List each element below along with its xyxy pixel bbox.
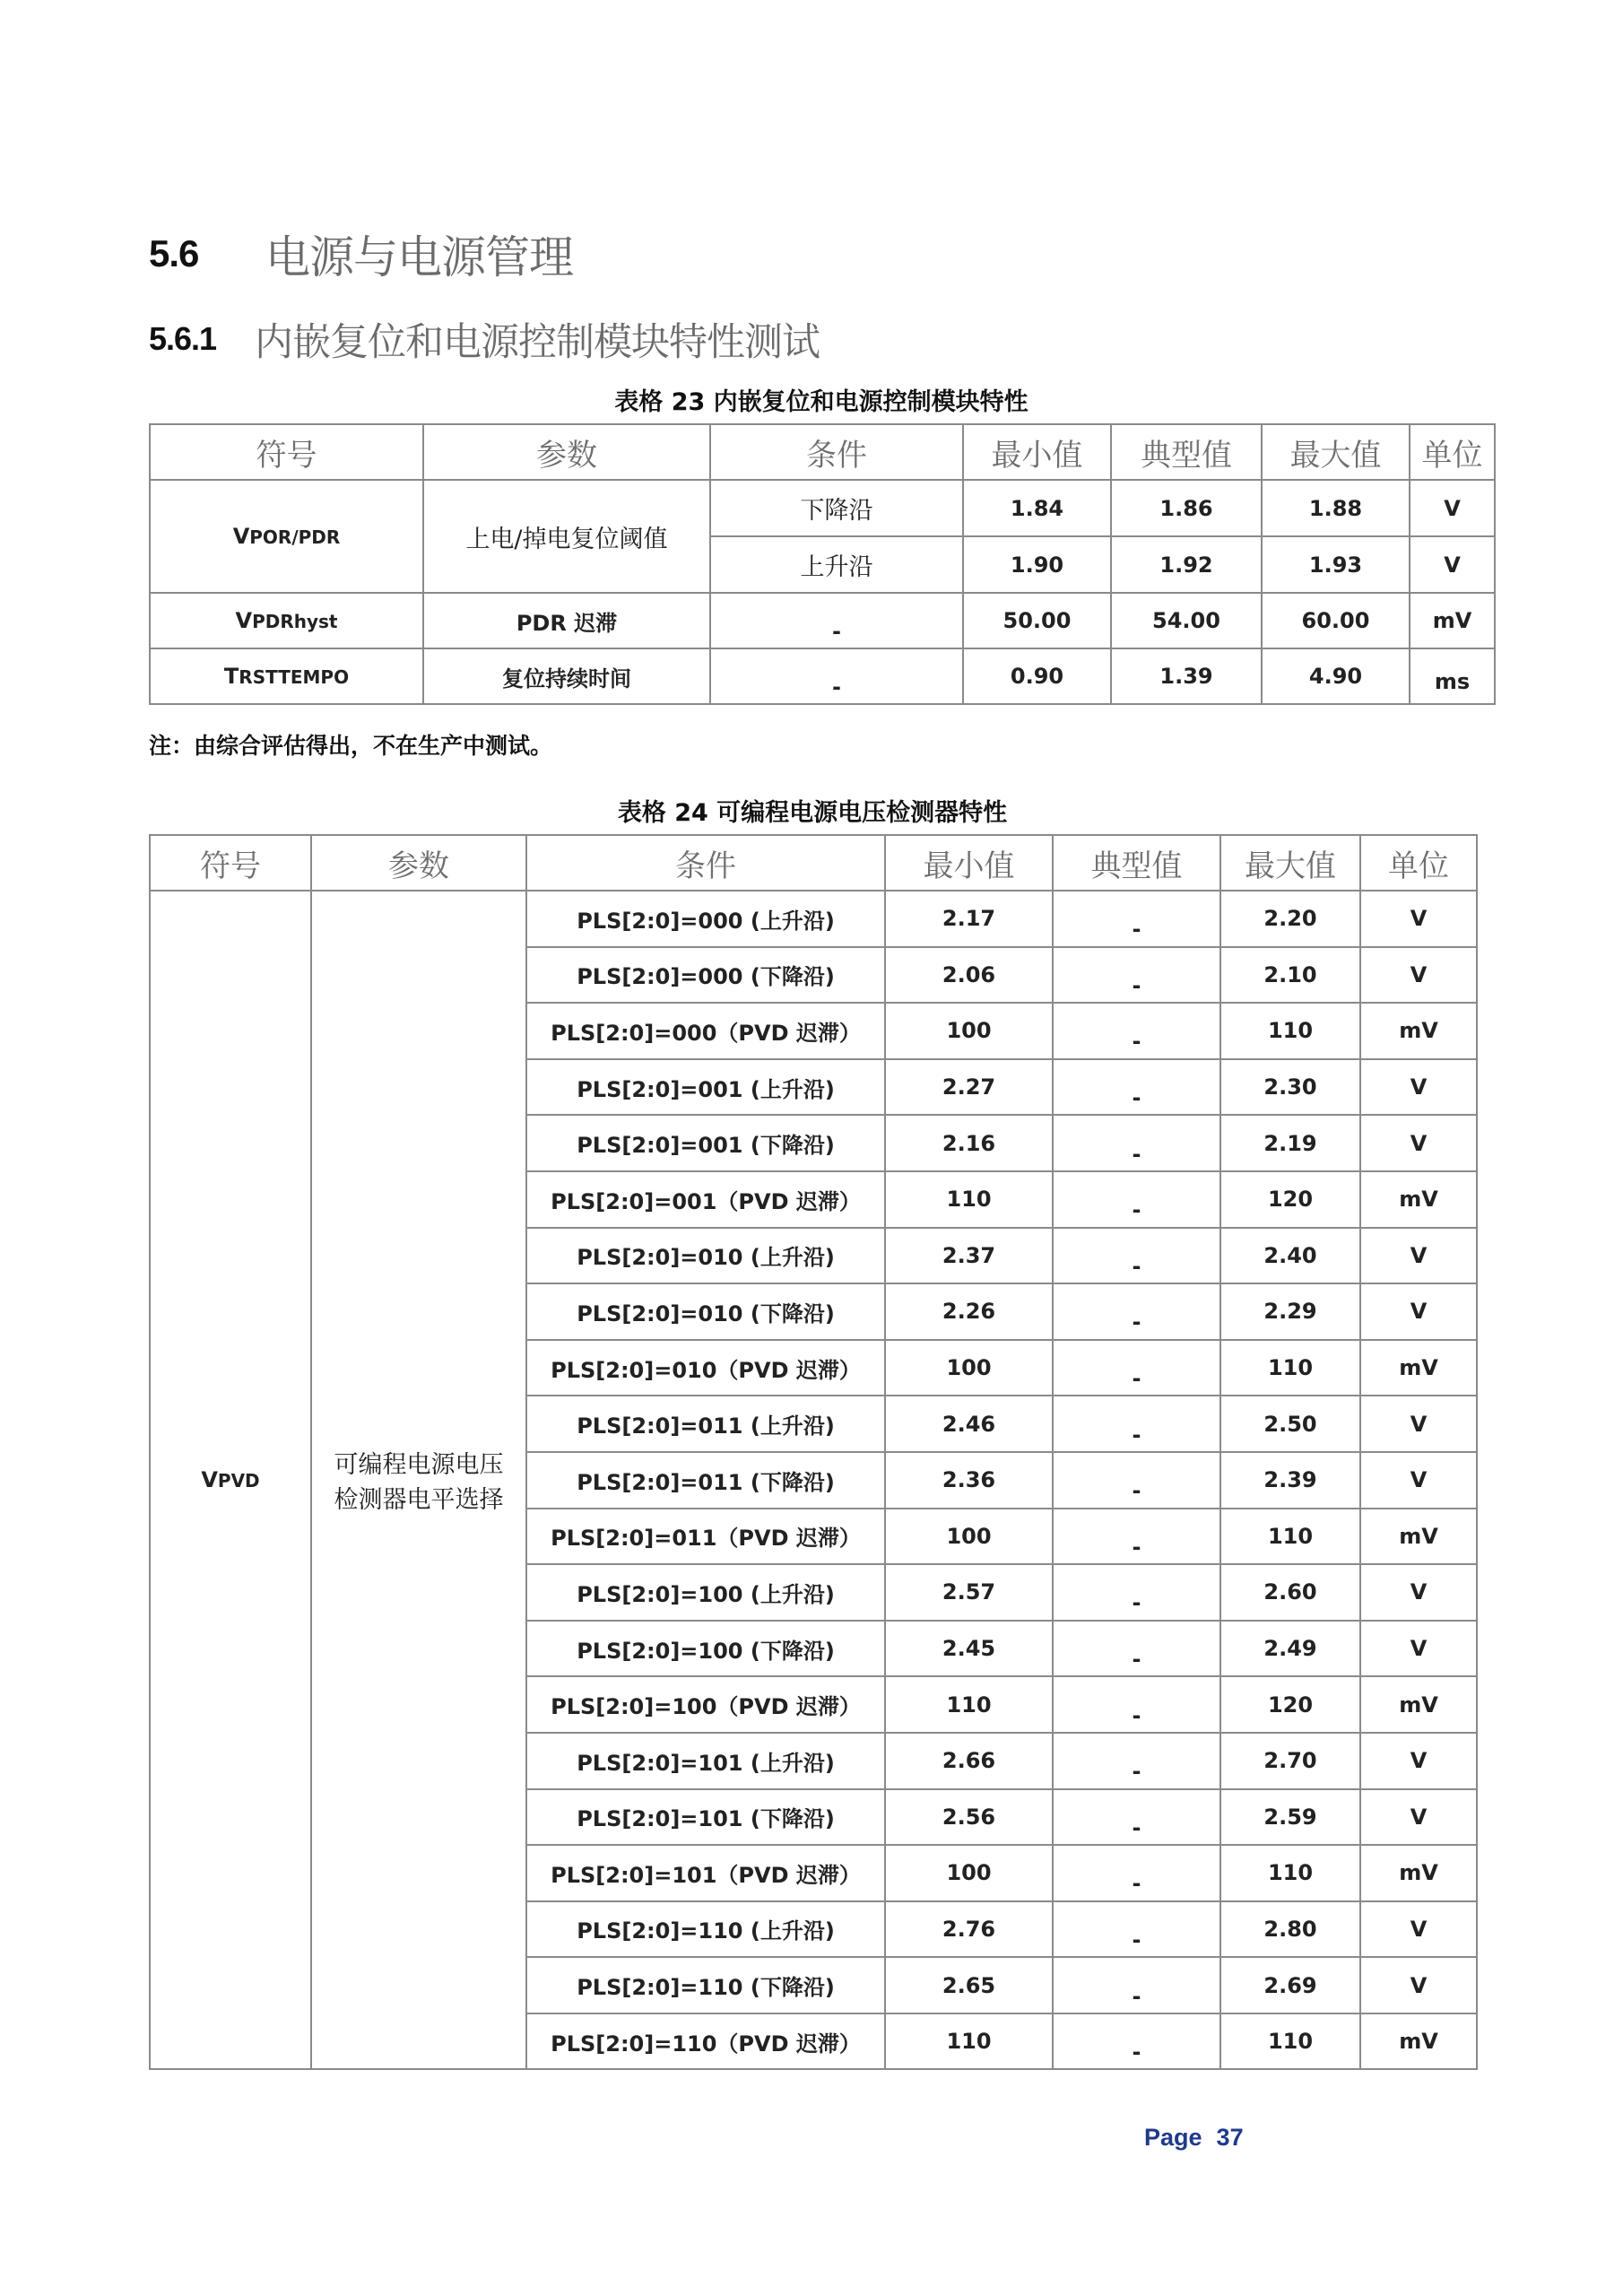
section-heading: [149, 222, 573, 285]
unit-cell: V: [1360, 947, 1477, 1004]
min-cell: 50.00: [963, 593, 1111, 648]
max-cell: 1.88: [1262, 480, 1410, 536]
table23-header-row: [150, 424, 1495, 480]
typ-cell: -: [1053, 1845, 1220, 1901]
unit-cell: mV: [1360, 1003, 1477, 1059]
condition-cell: PLS[2:0]=101 (下降沿): [526, 1789, 885, 1846]
condition-cell: PLS[2:0]=000（PVD 迟滞）: [526, 1003, 885, 1059]
param-cell: PDR 迟滞: [423, 593, 710, 648]
typ-cell: -: [1053, 1789, 1220, 1846]
unit-cell: V: [1360, 891, 1477, 947]
condition-cell: PLS[2:0]=110（PVD 迟滞）: [526, 2013, 885, 2070]
max-cell: 2.60: [1220, 1564, 1360, 1621]
min-cell: 2.66: [885, 1733, 1053, 1789]
section-title: 电源与电源管理: [265, 231, 573, 283]
condition-cell: PLS[2:0]=110 (上升沿): [526, 1901, 885, 1958]
section-number: 5.6: [149, 232, 199, 274]
min-cell: 2.56: [885, 1789, 1053, 1846]
max-cell: 2.30: [1220, 1059, 1360, 1116]
typ-cell: -: [1053, 1733, 1220, 1789]
table24-body: [150, 891, 1477, 2069]
min-cell: 2.17: [885, 891, 1053, 947]
max-cell: 2.39: [1220, 1452, 1360, 1509]
unit-cell: V: [1360, 1733, 1477, 1789]
page-label: Page: [1144, 2124, 1202, 2151]
max-cell: 2.69: [1220, 1957, 1360, 2013]
min-cell: 110: [885, 1676, 1053, 1733]
typ-cell: -: [1053, 1621, 1220, 1677]
max-cell: 2.19: [1220, 1115, 1360, 1171]
table24-header-symbol: 符号: [150, 835, 311, 891]
typ-cell: -: [1053, 1396, 1220, 1452]
max-cell: 2.29: [1220, 1283, 1360, 1340]
unit-cell: mV: [1360, 1340, 1477, 1396]
table23-header-symbol: 符号: [150, 424, 423, 480]
min-cell: 2.06: [885, 947, 1053, 1004]
max-cell: 2.10: [1220, 947, 1360, 1004]
condition-cell: PLS[2:0]=001 (上升沿): [526, 1059, 885, 1116]
unit-cell: mV: [1410, 593, 1495, 648]
typ-cell: 54.00: [1111, 593, 1262, 648]
table24-header-unit: 单位: [1360, 835, 1477, 891]
typ-cell: -: [1053, 1957, 1220, 2013]
unit-cell: V: [1360, 1283, 1477, 1340]
symbol-main: V: [232, 524, 250, 549]
typ-cell: -: [1053, 891, 1220, 947]
condition-cell: PLS[2:0]=100 (上升沿): [526, 1564, 885, 1621]
typ-cell: -: [1053, 1003, 1220, 1059]
max-cell: 2.20: [1220, 891, 1360, 947]
max-cell: 2.50: [1220, 1396, 1360, 1452]
typ-cell: -: [1053, 1228, 1220, 1284]
typ-cell: -: [1053, 2013, 1220, 2070]
min-cell: 2.26: [885, 1283, 1053, 1340]
table24-header-condition: 条件: [526, 835, 885, 891]
unit-cell: V: [1360, 1115, 1477, 1171]
condition-cell: PLS[2:0]=011 (上升沿): [526, 1396, 885, 1452]
table23-caption: 表格 23 内嵌复位和电源控制模块特性: [614, 388, 1028, 416]
table24: [149, 834, 1478, 2070]
param-line: 可编程电源电压: [334, 1451, 504, 1480]
max-cell: 110: [1220, 1003, 1360, 1059]
condition-cell: 下降沿: [710, 480, 963, 536]
max-cell: 120: [1220, 1676, 1360, 1733]
max-cell: 110: [1220, 1509, 1360, 1565]
table-row: [150, 891, 1477, 947]
min-cell: 2.65: [885, 1957, 1053, 2013]
unit-cell: mV: [1360, 1171, 1477, 1228]
unit-cell: V: [1360, 1621, 1477, 1677]
table-row: [150, 480, 1495, 536]
condition-cell: PLS[2:0]=101（PVD 迟滞）: [526, 1845, 885, 1901]
max-cell: 60.00: [1262, 593, 1410, 648]
min-cell: 100: [885, 1340, 1053, 1396]
condition-cell: PLS[2:0]=010 (下降沿): [526, 1283, 885, 1340]
unit-cell: V: [1360, 1396, 1477, 1452]
table24-header-param: 参数: [311, 835, 526, 891]
min-cell: 110: [885, 1171, 1053, 1228]
min-cell: 0.90: [963, 648, 1111, 704]
min-cell: 2.46: [885, 1396, 1053, 1452]
table23-note: 注：由综合评估得出，不在生产中测试。: [149, 733, 553, 759]
max-cell: 120: [1220, 1171, 1360, 1228]
min-cell: 100: [885, 1845, 1053, 1901]
symbol-cell: [150, 593, 423, 648]
table24-header-min: 最小值: [885, 835, 1053, 891]
param-cell: [311, 891, 526, 2069]
min-cell: 2.27: [885, 1059, 1053, 1116]
table24-caption: 表格 24 可编程电源电压检测器特性: [617, 799, 1008, 827]
min-cell: 2.16: [885, 1115, 1053, 1171]
max-cell: 2.49: [1220, 1621, 1360, 1677]
condition-cell: PLS[2:0]=001（PVD 迟滞）: [526, 1171, 885, 1228]
table23-header-param: 参数: [423, 424, 710, 480]
min-cell: 110: [885, 2013, 1053, 2070]
max-cell: 4.90: [1262, 648, 1410, 704]
typ-cell: 1.39: [1111, 648, 1262, 704]
unit-cell: V: [1410, 480, 1495, 536]
symbol-main: T: [223, 664, 239, 689]
typ-cell: -: [1053, 1564, 1220, 1621]
condition-cell: PLS[2:0]=100（PVD 迟滞）: [526, 1676, 885, 1733]
subsection-number: 5.6.1: [149, 320, 217, 357]
condition-cell: PLS[2:0]=101 (上升沿): [526, 1733, 885, 1789]
subsection-heading: [149, 312, 820, 366]
unit-cell: ms: [1410, 648, 1495, 704]
max-cell: 110: [1220, 2013, 1360, 2070]
table23-header-unit: 单位: [1410, 424, 1495, 480]
unit-cell: V: [1410, 536, 1495, 593]
min-cell: 100: [885, 1003, 1053, 1059]
condition-cell: PLS[2:0]=011（PVD 迟滞）: [526, 1509, 885, 1565]
unit-cell: V: [1360, 1059, 1477, 1116]
max-cell: 1.93: [1262, 536, 1410, 593]
symbol-subscript: PDRhyst: [252, 611, 338, 632]
subsection-title: 内嵌复位和电源控制模块特性测试: [255, 319, 820, 365]
min-cell: 2.57: [885, 1564, 1053, 1621]
unit-cell: mV: [1360, 2013, 1477, 2070]
max-cell: 110: [1220, 1340, 1360, 1396]
typ-cell: -: [1053, 1283, 1220, 1340]
max-cell: 2.59: [1220, 1789, 1360, 1846]
typ-cell: -: [1053, 1452, 1220, 1509]
unit-cell: V: [1360, 1228, 1477, 1284]
max-cell: 2.70: [1220, 1733, 1360, 1789]
min-cell: 1.90: [963, 536, 1111, 593]
unit-cell: V: [1360, 1452, 1477, 1509]
page-footer: [1144, 2124, 1258, 2152]
min-cell: 1.84: [963, 480, 1111, 536]
min-cell: 2.37: [885, 1228, 1053, 1284]
max-cell: 2.40: [1220, 1228, 1360, 1284]
condition-cell: PLS[2:0]=010 (上升沿): [526, 1228, 885, 1284]
max-cell: 2.80: [1220, 1901, 1360, 1958]
condition-cell: PLS[2:0]=000 (下降沿): [526, 947, 885, 1004]
typ-cell: -: [1053, 1509, 1220, 1565]
table23-header-condition: 条件: [710, 424, 963, 480]
symbol-cell: [150, 891, 311, 2069]
unit-cell: V: [1360, 1564, 1477, 1621]
table23: [149, 423, 1496, 705]
page-number: 37: [1216, 2124, 1244, 2151]
table23-header-max: 最大值: [1262, 424, 1410, 480]
table-row: [150, 593, 1495, 648]
symbol-cell: [150, 480, 423, 593]
typ-cell: 1.92: [1111, 536, 1262, 593]
unit-cell: V: [1360, 1957, 1477, 2013]
param-line: 检测器电平选择: [334, 1486, 504, 1515]
condition-cell: -: [710, 593, 963, 648]
typ-cell: -: [1053, 1901, 1220, 1958]
symbol-subscript: PVD: [217, 1470, 260, 1492]
condition-cell: 上升沿: [710, 536, 963, 593]
symbol-subscript: RSTTEMPO: [239, 666, 350, 688]
table24-header-max: 最大值: [1220, 835, 1360, 891]
min-cell: 2.36: [885, 1452, 1053, 1509]
table24-header-typ: 典型值: [1053, 835, 1220, 891]
max-cell: 110: [1220, 1845, 1360, 1901]
param-cell: 复位持续时间: [423, 648, 710, 704]
param-cell: 上电/掉电复位阈值: [423, 480, 710, 593]
symbol-subscript: POR/PDR: [249, 526, 341, 548]
unit-cell: V: [1360, 1901, 1477, 1958]
table23-header-min: 最小值: [963, 424, 1111, 480]
condition-cell: PLS[2:0]=001 (下降沿): [526, 1115, 885, 1171]
table23-header-typ: 典型值: [1111, 424, 1262, 480]
condition-cell: PLS[2:0]=100 (下降沿): [526, 1621, 885, 1677]
min-cell: 2.76: [885, 1901, 1053, 1958]
typ-cell: -: [1053, 1340, 1220, 1396]
condition-cell: PLS[2:0]=110 (下降沿): [526, 1957, 885, 2013]
typ-cell: -: [1053, 947, 1220, 1004]
condition-cell: PLS[2:0]=010（PVD 迟滞）: [526, 1340, 885, 1396]
min-cell: 100: [885, 1509, 1053, 1565]
typ-cell: -: [1053, 1171, 1220, 1228]
unit-cell: mV: [1360, 1509, 1477, 1565]
symbol-main: V: [201, 1467, 218, 1493]
typ-cell: -: [1053, 1676, 1220, 1733]
symbol-main: V: [235, 608, 253, 633]
condition-cell: PLS[2:0]=011 (下降沿): [526, 1452, 885, 1509]
symbol-cell: [150, 648, 423, 704]
unit-cell: mV: [1360, 1676, 1477, 1733]
min-cell: 2.45: [885, 1621, 1053, 1677]
unit-cell: mV: [1360, 1845, 1477, 1901]
condition-cell: -: [710, 648, 963, 704]
typ-cell: -: [1053, 1115, 1220, 1171]
typ-cell: 1.86: [1111, 480, 1262, 536]
table-row: [150, 648, 1495, 704]
condition-cell: PLS[2:0]=000 (上升沿): [526, 891, 885, 947]
unit-cell: V: [1360, 1789, 1477, 1846]
table24-header-row: [150, 835, 1477, 891]
typ-cell: -: [1053, 1059, 1220, 1116]
